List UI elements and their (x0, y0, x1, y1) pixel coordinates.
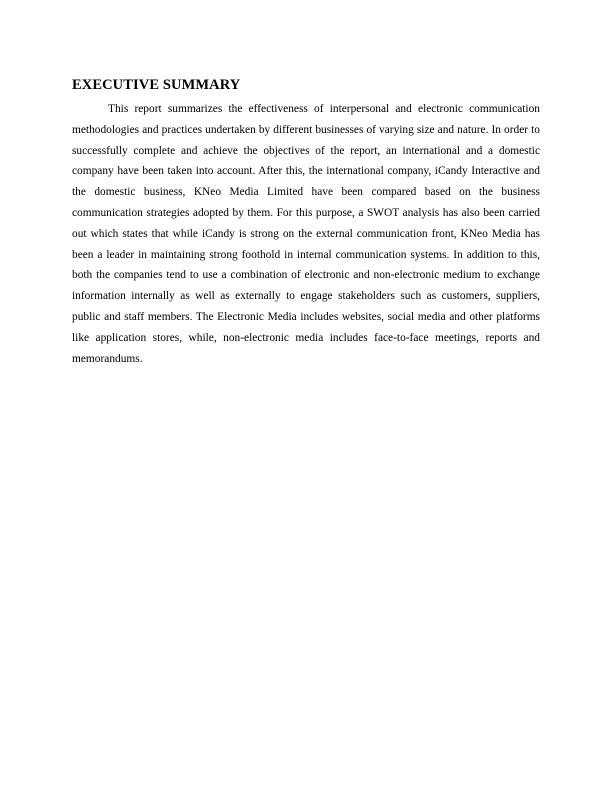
summary-paragraph: This report summarizes the effectiveness of interpersonal and electronic communication methodologies and practices undertaken by different businesses of varying size and nature. In order to successfully complete and achieve the objectives of the report, an international and a domestic company have been taken into account. After this, the international company, iCandy Interactive and the domestic business, KNeo Media Limited have been compared based on the business communication strategies adopted by them. For this purpose, a SWOT analysis has also been carried out which states that while iCandy is strong on the external communication front, KNeo Media has been a leader in maintaining strong foothold in internal communication systems. In addition to this, both the companies tend to use a combination of electronic and non-electronic medium to exchange information internally as well as externally to engage stakeholders such as customers, suppliers, public and staff members. The Electronic Media includes websites, social media and other platforms like application stores, while, non-electronic media includes face-to-face meetings, reports and memorandums. (72, 103, 540, 365)
section-heading: EXECUTIVE SUMMARY (72, 77, 241, 93)
